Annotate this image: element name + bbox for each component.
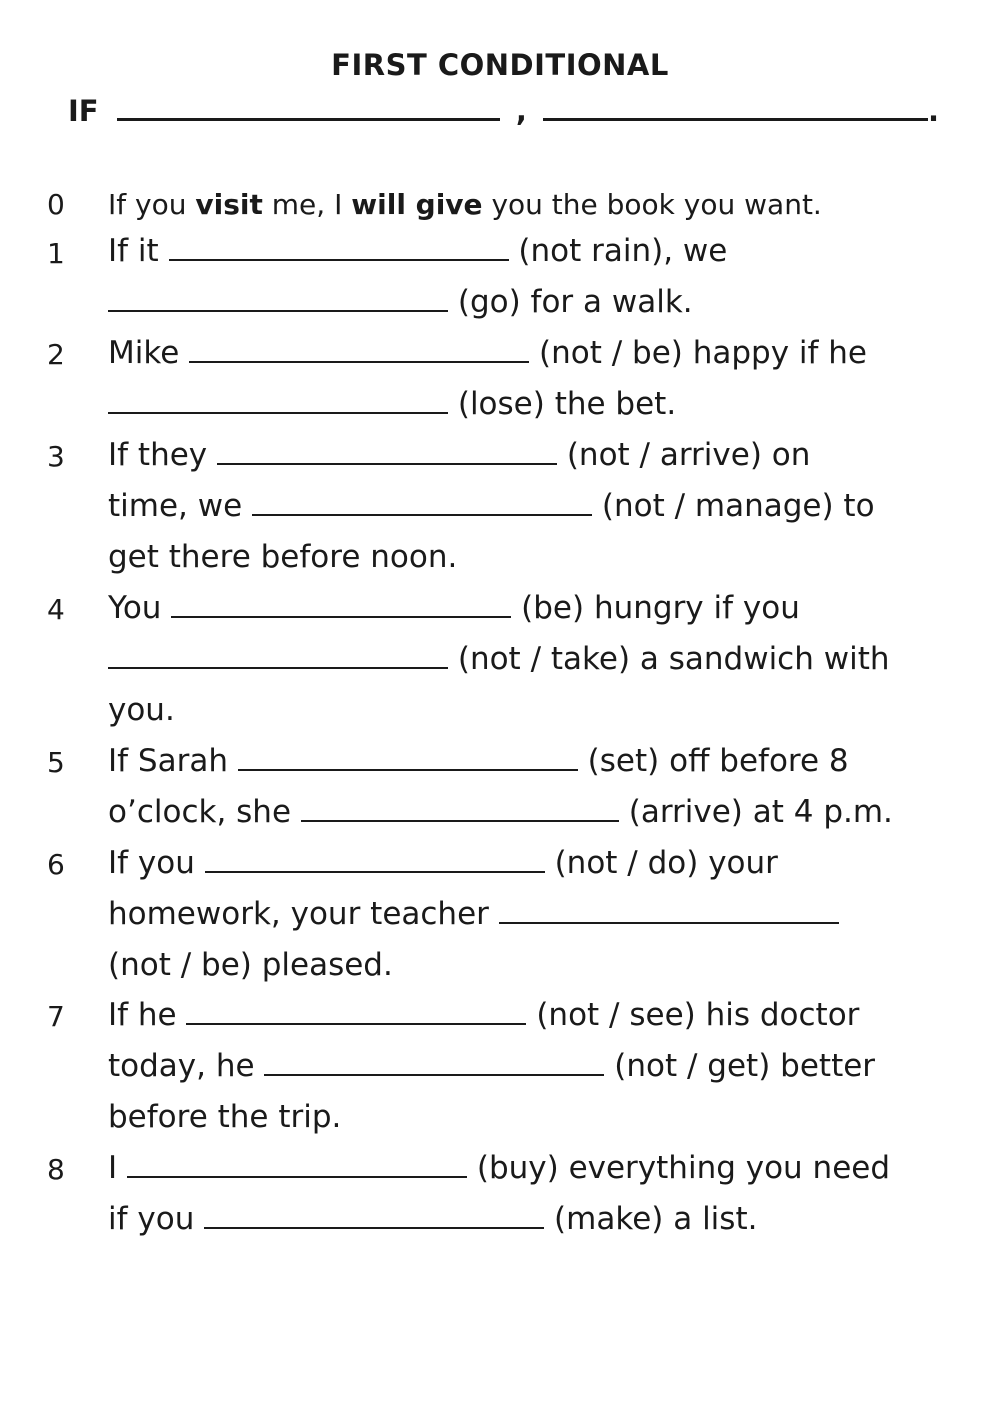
example-text: you the book you want. — [482, 188, 822, 221]
item-text: you. — [108, 692, 175, 728]
item-text: (go) for a walk. — [448, 284, 693, 320]
item-text: If you — [108, 845, 205, 881]
item-text: (not / be) pleased. — [108, 947, 393, 983]
answer-blank[interactable] — [264, 1050, 604, 1076]
answer-blank[interactable] — [108, 643, 448, 669]
item-text: (be) hungry if you — [511, 590, 800, 626]
example-text: If you — [108, 188, 196, 221]
answer-blank[interactable] — [238, 745, 578, 771]
item-text: I — [108, 1150, 127, 1186]
answer-blank[interactable] — [189, 337, 529, 363]
item-text: (make) a list. — [544, 1201, 758, 1237]
item-line — [108, 845, 778, 881]
item-text: before the trip. — [108, 1099, 342, 1135]
answer-blank[interactable] — [204, 1203, 544, 1229]
item-text: (not / take) a sandwich with — [448, 641, 890, 677]
example-text: me, I — [262, 188, 352, 221]
item-line — [108, 947, 393, 983]
item-number: 3 — [47, 440, 65, 473]
worksheet-title: FIRST CONDITIONAL — [331, 48, 669, 82]
item-number: 5 — [47, 746, 65, 779]
item-line — [108, 233, 727, 269]
formula-period: . — [927, 94, 939, 128]
item-text: (not rain), we — [508, 233, 728, 269]
example-bold: will give — [351, 188, 483, 221]
item-text: If Sarah — [108, 743, 238, 779]
item-line — [108, 335, 867, 371]
item-number: 1 — [47, 237, 65, 270]
item-line — [108, 1150, 890, 1186]
item-text: Mike — [108, 335, 190, 371]
item-line — [108, 488, 875, 524]
item-text: (arrive) at 4 p.m. — [618, 794, 893, 830]
item-number: 4 — [47, 593, 65, 626]
item-text: (not / get) better — [604, 1048, 876, 1084]
answer-blank[interactable] — [186, 999, 526, 1025]
formula-if: IF — [68, 94, 99, 128]
answer-blank[interactable] — [301, 796, 619, 822]
item-number: 8 — [47, 1153, 65, 1186]
item-text: o’clock, she — [108, 794, 301, 830]
item-text: If he — [108, 997, 187, 1033]
answer-blank[interactable] — [108, 286, 448, 312]
item-line — [108, 692, 175, 728]
item-line — [108, 1099, 341, 1135]
answer-blank[interactable] — [499, 898, 839, 924]
item-text: If they — [108, 437, 217, 473]
formula-blank-condition[interactable] — [117, 92, 500, 121]
item-line — [108, 896, 839, 932]
item-text: (not / manage) to — [592, 488, 875, 524]
item-number: 0 — [47, 188, 65, 221]
item-text: if you — [108, 1201, 205, 1237]
answer-blank[interactable] — [108, 388, 448, 414]
item-line — [108, 437, 810, 473]
item-line — [108, 1201, 757, 1237]
item-text: (set) off before 8 — [577, 743, 849, 779]
example-bold: visit — [195, 188, 263, 221]
item-text: (not / arrive) on — [556, 437, 811, 473]
item-text: (buy) everything you need — [467, 1150, 891, 1186]
item-line — [108, 590, 800, 626]
answer-blank[interactable] — [169, 235, 509, 261]
item-text: (lose) the bet. — [448, 386, 677, 422]
item-number: 2 — [47, 338, 65, 371]
item-line — [108, 641, 890, 677]
item-text: get there before noon. — [108, 539, 458, 575]
item-line — [108, 539, 457, 575]
item-line — [108, 284, 693, 320]
item-text: homework, your teacher — [108, 896, 499, 932]
item-line — [108, 386, 676, 422]
item-text: If it — [108, 233, 169, 269]
item-text: (not / do) your — [544, 845, 778, 881]
item-text: (not / be) happy if he — [529, 335, 868, 371]
item-line — [108, 1048, 875, 1084]
formula-blank-result[interactable] — [543, 92, 928, 121]
item-text: (not / see) his doctor — [526, 997, 860, 1033]
answer-blank[interactable] — [217, 439, 557, 465]
item-line — [108, 997, 859, 1033]
formula-comma: , — [515, 94, 527, 128]
answer-blank[interactable] — [252, 490, 592, 516]
answer-blank[interactable] — [127, 1152, 467, 1178]
item-text: today, he — [108, 1048, 265, 1084]
answer-blank[interactable] — [205, 847, 545, 873]
formula-line — [68, 92, 939, 128]
item-text: time, we — [108, 488, 253, 524]
item-line — [108, 794, 893, 830]
answer-blank[interactable] — [171, 592, 511, 618]
item-number: 7 — [47, 1000, 65, 1033]
example-sentence — [108, 188, 822, 221]
item-number: 6 — [47, 848, 65, 881]
item-line — [108, 743, 849, 779]
item-text: You — [108, 590, 172, 626]
